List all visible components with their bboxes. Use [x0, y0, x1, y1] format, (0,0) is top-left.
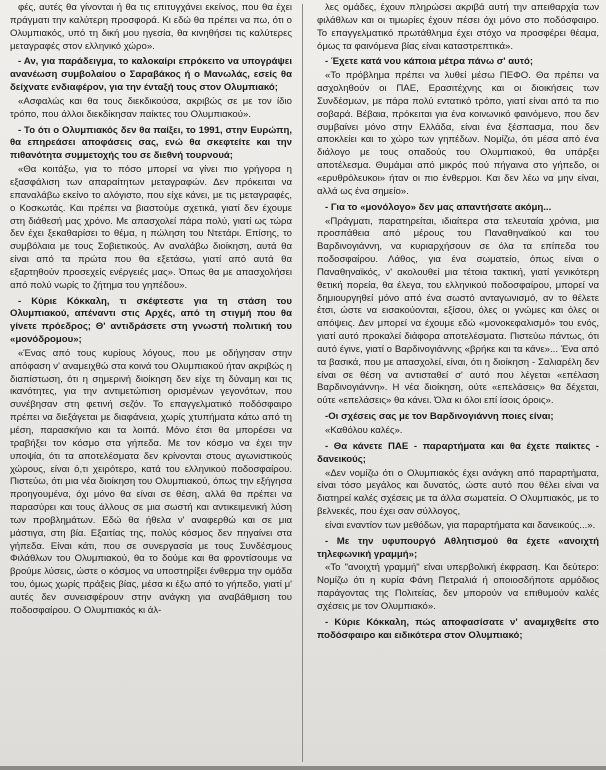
- interview-answer: «Δεν νομίζω ότι ο Ολυμπιακός έχει ανάγκη από παραρτήματα, είναι τόσο μεγάλος και δυνατός, ώστε αυτό που θέλει είναι να διατηρεί καλές σχέσεις με τα άλλα σωματεία. Ο Ολυμπιακός, με το βελνεκές, που έχει σαν σύλλογος,: [317, 467, 599, 518]
- interview-question: - Για το «μονόλογο» δεν μας απαντήσατε ακόμη...: [325, 201, 552, 213]
- interview-answer: «Το πρόβλημα πρέπει να λυθεί μέσω ΠΕΦΟ. Θα πρέπει να ασχοληθούν οι ΠΑΕ, Ερασιτέχνης και οι διοικήσεις των Συνδέσμων, με πάρα πολύ εντατικό τρόπο, γιατί είναι από τα πιο σοβαρά. Βέβαια, πρόκειται για ένα κοινωνικό φαινόμενο, που δεν συμβαίνει μόνο στην Ελλάδα, είναι ένα ξέσπασμα, που δεν αποκλείει και το χώρο των γηπέδων. Νομίζω, ότι μέσα από ένα διάλογο με τους οπαδούς του Ολυμπιακού, θα υπάρξει αποτέλεσμα. Θυμάμαι από μικρός πού πήγαινα στο γήπεδο, οι «ερυθρόλευκοι» ήταν οι πιο ένθερμοι. Και δεν λέω να μην είναι, αλλά ως ένα σημείο».: [317, 70, 599, 197]
- page-bottom-edge: [0, 766, 606, 770]
- column-divider: [302, 4, 303, 762]
- interview-question: - Το ότι ο Ολυμπιακός δεν θα παίξει, το 1991, στην Ευρώπη, θα επηρεάσει αποφάσεις σας, ενώ θα σκεφτείτε και την πιθανότητα συμμετοχής του σε διεθνή τουρνουά;: [10, 124, 292, 162]
- left-column: [10, 2, 292, 619]
- right-column: [317, 2, 599, 644]
- interview-answer: «Ασφαλώς και θα τους διεκδικούσα, ακριβώς σε με τον ίδιο τρόπο, που άλλοι διεκδίκησαν παίκτες του Ολυμπιακού».: [10, 95, 292, 120]
- interview-question: - Αν, για παράδειγμα, το καλοκαίρι επρόκειτο να υπογράψει ανανέωση συμβολαίου ο Σαραβάκος ή ο Μανωλάς, εσείς θα δείχνατε ενδιαφέρον, για την ένταξή τους στον Ολυμπιακό;: [10, 56, 292, 94]
- interview-answer: «Το "ανοιχτή γραμμή" είναι υπερβολική έκφραση. Και δεύτερο: Νομίζω ότι η κυρία Φάνη Πετραλιά ή οποιοσδήποτε αρμόδιος παράγοντας της Πολιτείας, δεν μπορούν να επιθυμούν καλές σχέσεις με τον Ολυμπιακό».: [317, 562, 599, 612]
- interview-question: - Κύριε Κόκκαλη, πώς αποφασίσατε ν' αναμιχθείτε στο ποδόσφαιρο και ειδικότερα στον Ολυμπιακό;: [317, 616, 599, 641]
- paragraph: φές, αυτές θα γίνονται ή θα τις επιτυγχάνει εκείνος, που θα έχει πράγματι την καλύτερη προσφορά. Κι εδώ θα πρέπει να πω, ότι ο Ολυμπιακός, υπό τη δική μου ηγεσία, θα κινηθήσει τις καλύτερες μεταγραφές στον ελληνικό χώρο».: [10, 2, 292, 52]
- paragraph: λες ομάδες, έχουν πληρώσει ακριβά αυτή την απειθαρχία των φιλάθλων και οι τιμωρίες έχουν πέσει όχι μόνο στο ποδόσφαιρο. Το επαγγελματικό πρωτάθλημα έχει στόχο να προσφέρει θέαμα, όμως τα φαινόμενα βίας είναι καταστρεπτικά».: [317, 2, 599, 52]
- interview-answer: «Ένας από τους κυρίους λόγους, που με οδήγησαν στην απόφαση ν' αναμειχθώ στα κοινά του Ολυμπιακού ήταν ακριβώς η διαπίστωση, ότι η σημερινή διοίκηση δεν είχε τη δύναμη και τις ικανότητες, για την αντιμετώπιση ορισμένων γεγονότων, που συνέβησαν στη φετινή σεζόν. Το επαγγελματικό ποδόσφαιρο πρέπει να διεξάγεται με διαφάνεια, χωρίς χτυπήματα κάτω από τη μέση, παρασκήνιο και τα λοιπά. Μόνο έτσι θα μπορέσει να τραβήξει τον κόσμο στα γήπεδα. Με τον κόσμο να έχει την υποψία, ότι τα αποτελέσματα δεν κρίνονται στους αγωνιστικούς χώρους, είναι ό,τι χειρότερο, κατά του ελληνικού ποδοσφαίρου. Πιστεύω, ότι μια νέα διοίκηση του Ολυμπιακού, όπως την εξήγησα προηγουμένα, όχι μόνο θα είναι σε θέση, αλλά θα πρέπει να παρασύρει και τους άλλους σε μια σωστή και αντικειμενική λύση των προβλημάτων. Εδώ θα ήθελα ν' αναφερθώ και σε μια μάστιγα, στη βία. Εξαιτίας της, πολύς κόσμος δεν πηγαίνει στα γήπεδα. Είναι κάτι, που σε συνεργασία με τους Συνδέσμους Φιλάθλων του Ολυμπιακού, θα το δούμε και θα φροντίσουμε να βρούμε λύσεις, ώστε ο κόσμος να υποστηρίξει ένθερμα την ομάδα του, όμως χωρίς πράξεις βίας, μέσα κι έξω από το γήπεδο, γιατί μ' αυτές δεν συνεισφέρουν στην ανάγκη για αναβάθμιση του ποδοσφαίρου. Ο Ολυμπιακός κι άλ-: [10, 347, 292, 616]
- interview-question: - Με την υφυπουργό Αθλητισμού θα έχετε «ανοιχτή τηλεφωνική γραμμή»;: [317, 535, 599, 560]
- interview-question: -Οι σχέσεις σας με τον Βαρδινογιάννη ποιες είναι;: [325, 411, 554, 423]
- interview-question: - Έχετε κατά νου κάποια μέτρα πάνω σ' αυτό;: [325, 56, 534, 68]
- interview-answer: «Θα κοιτάξω, για το πόσο μπορεί να γίνει πιο γρήγορα η εξασφάλιση των απαραίτητων μεταγραφών. Δεν πρόκειται να επαναλάβω εκείνο το αλόγιστο, που είχε κάνει, με τις μεταγραφές, ο Κοσκωτάς. Και πρέπει να βιαστούμε σχετικά, γιατί δεν έχουμε στη διάθεσή μας χρόνο. Με απασχολεί πάρα πολύ, γιατί ως τώρα δεν έχει ξεκαθαρίσει το θέμα, η πώληση του Ντετάρι. Επίσης, το συμβόλαια με τους Σοβιετικούς. Αν αναλάβω διοίκηση, αυτά θα είναι από τα πρώτα που θα εξετάσω, γιατί από αυτά θα εξαρτηθούν προσεχείς ενέργειές μας». Όπως θα με απασχολήσει από πολύ νωρίς το ζήτημα του γηπέδου».: [10, 164, 292, 291]
- interview-answer: «Πράγματι, παρατηρείται, ιδιαίτερα στα τελευταία χρόνια, μια προσπάθεια από μέρους του Παναθηναϊκού και του Βαρδινογιάννη, να κυριαρχήσουν σε όλα τα επίπεδα του ποδοσφαίρου. Λάθος, για ένα σωματείο, όπως είναι ο Παναθηναϊκός, ν' ακολουθεί μια τέτοια τακτική, γιατί γενικότερη θετική πορεία, θα έλεγα, του ελληνικού ποδοσφαίρου, μπορεί να δημιουργηθεί μόνο από ένα σωστό ανταγωνισμό, αν το θέλετε έτσι, ώστε να εισακούονται, εξίσου, όλες οι γνώμες και όλες οι απόψεις. Δεν μπορεί να έχουμε εδώ «μονοκεφαλισμό» του ενός, γιατί αυτό προκαλεί διάφορα αποτελέσματα. Πιστεύω πάντως, ότι αυτό έγινε, γιατί ο Βαρδινογιάννης «βρήκε και τα κάνε»... Ένα από τα βασικά, που με απασχολεί, είναι, ότι η διοίκηση - Σαλιαρέλη δεν είναι σε θέση να αντισταθεί σ' αυτό που λέγεται «επέλαση Βαρδινογιάννη». Η νέα διοίκηση, ούτε «επελάσεις» θα δέχεται, ούτε «επελάσεις» θα κάνει. Όλα κι όλοι επί ίσοις όροις».: [317, 215, 599, 407]
- interview-answer: είναι εναντίον των μεθόδων, για παραρτήματα και δανεικούς...».: [325, 519, 596, 531]
- interview-question: - Θα κάνετε ΠΑΕ - παραρτήματα και θα έχετε παίκτες - δανεικούς;: [317, 440, 599, 465]
- interview-answer: «Καθόλου καλές».: [325, 425, 403, 436]
- interview-question: - Κύριε Κόκκαλη, τι σκέφτεστε για τη στάση του Ολυμπιακού, απέναντι στις Αρχές, από τη στιγμή που θα γίνετε πρόεδρος; Θ' αντιδράσετε στη γνωστή πολιτική του «μονόδρομου»;: [10, 295, 292, 346]
